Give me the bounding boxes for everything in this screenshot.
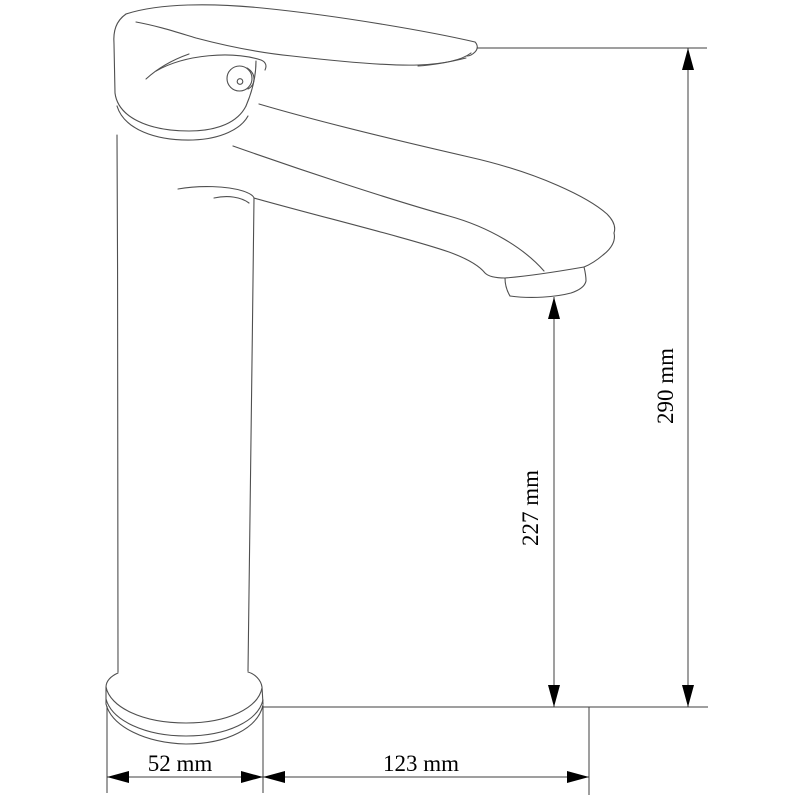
arrow-left-icon xyxy=(107,771,129,783)
dimension-lines xyxy=(107,48,708,795)
label-spout-reach: 123 mm xyxy=(382,751,460,776)
label-total-height: 290 mm xyxy=(653,347,678,425)
aerator-left-edge xyxy=(505,278,510,296)
column-right-edge xyxy=(248,198,254,671)
flange-front-arc xyxy=(106,687,262,723)
arrow-up-icon xyxy=(682,48,694,70)
flange-top-left-arc xyxy=(106,673,118,687)
arrow-right-icon xyxy=(241,771,263,783)
handle-armpit-curve xyxy=(156,55,266,71)
flange-top-right-arc xyxy=(248,672,262,687)
label-outlet-height: 227 mm xyxy=(518,469,543,547)
spout-neck-curve xyxy=(178,187,254,198)
handle-left-edge xyxy=(114,14,126,93)
arrow-left-icon xyxy=(263,771,285,783)
handle-top-edge xyxy=(126,5,475,42)
spout-nose-edge xyxy=(584,233,614,267)
dimension-arrowheads xyxy=(107,48,694,783)
faucet-column xyxy=(117,135,254,672)
spout-front-crease xyxy=(233,146,544,271)
body-bottom-arc xyxy=(115,93,246,131)
column-left-edge xyxy=(117,135,118,672)
arrow-down-icon xyxy=(548,685,560,707)
aerator-top-crease xyxy=(505,267,584,278)
button-center-dot xyxy=(237,79,243,85)
faucet-aerator xyxy=(505,267,586,297)
arrow-down-icon xyxy=(682,685,694,707)
faucet-body xyxy=(115,61,256,140)
handle-tip-face xyxy=(467,42,477,56)
spout-underside-edge xyxy=(254,198,505,278)
handle-underside-edge xyxy=(136,22,471,65)
aerator-bottom-edge xyxy=(510,267,586,297)
label-base-diameter: 52 mm xyxy=(147,751,213,776)
faucet-spout xyxy=(178,104,615,278)
arrow-up-icon xyxy=(548,297,560,319)
faucet-outline xyxy=(106,5,615,744)
dimension-labels xyxy=(148,348,678,776)
arrow-right-icon xyxy=(567,771,589,783)
faucet-base xyxy=(106,672,263,744)
handle-cap-curve xyxy=(146,54,189,79)
faucet-handle xyxy=(114,5,477,93)
handle-screw-button xyxy=(227,66,254,91)
spout-neck-curve-inner xyxy=(214,197,249,203)
